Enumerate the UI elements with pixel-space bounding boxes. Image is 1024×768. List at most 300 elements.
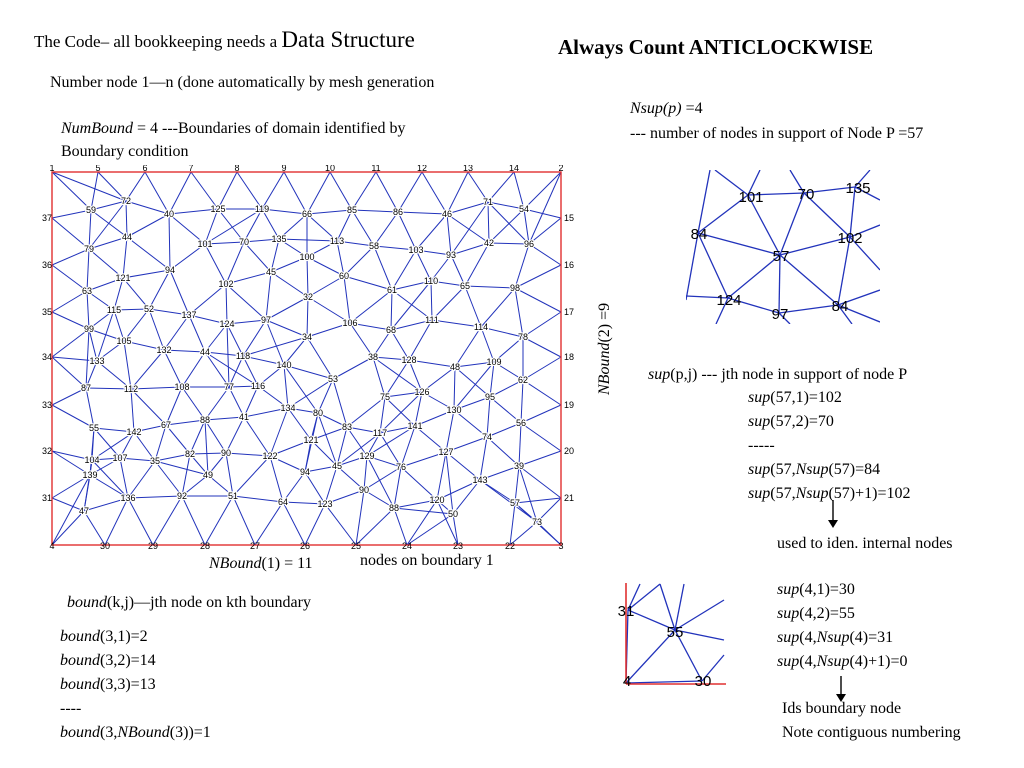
sup-line: [748, 412, 834, 432]
mesh-edge: [373, 357, 385, 397]
mesh-edge: [398, 172, 422, 212]
mesh-edge: [344, 276, 392, 290]
mesh-node-label: 137: [181, 310, 197, 320]
mesh-edge: [521, 405, 561, 423]
support2-label: 31: [617, 603, 635, 620]
mesh-node-label: 143: [472, 475, 488, 485]
mesh-node-label: 37: [41, 213, 53, 223]
mesh-edge: [97, 310, 114, 361]
sup-mid: (57,: [770, 461, 796, 478]
used-note: used to iden. internal nodes: [777, 535, 953, 552]
mesh-node-label: 93: [445, 250, 457, 260]
mesh-edge: [233, 496, 255, 545]
mesh-node-label: 5: [95, 165, 101, 173]
mesh-edge: [515, 498, 561, 503]
mesh-node-label: 98: [509, 283, 521, 293]
mesh-edge: [284, 365, 288, 408]
mesh-edge: [409, 320, 432, 360]
mesh-node-label: 40: [163, 209, 175, 219]
mesh-node-label: 2: [558, 165, 564, 173]
sup4-mid: (4,: [799, 629, 817, 646]
contiguous-note: Note contiguous numbering: [782, 724, 961, 741]
mesh-node-label: 45: [265, 267, 277, 277]
mesh-node-label: 117: [372, 428, 388, 438]
mesh-node-label: 49: [202, 470, 214, 480]
support1-label: 97: [771, 306, 789, 323]
mesh-edge: [226, 242, 244, 284]
mesh-node-label: 85: [346, 205, 358, 215]
mesh-edge: [447, 214, 489, 243]
mesh-node-label: 120: [429, 495, 445, 505]
mesh-edge: [446, 410, 454, 452]
mesh-node-label: 41: [238, 412, 250, 422]
mesh-node-label: 27: [249, 541, 261, 551]
mesh-node-label: 8: [234, 165, 240, 173]
mesh-node-label: 45: [331, 461, 343, 471]
mesh-edge: [394, 508, 407, 545]
mesh-node-label: 24: [401, 541, 413, 551]
mesh-edge: [376, 172, 398, 212]
mesh-node-label: 95: [484, 392, 496, 402]
mesh-node-label: 66: [301, 209, 313, 219]
bound-var: bound: [60, 676, 100, 693]
nsup-line2: --- number of nodes in support of Node P =57: [630, 125, 924, 142]
mesh-edge: [407, 500, 437, 545]
bound-rest: (3,3)=13: [100, 676, 156, 693]
mesh-node-label: 19: [564, 400, 575, 410]
mesh-node-label: 83: [341, 422, 353, 432]
mesh-node-label: 10: [324, 165, 336, 173]
mesh-node-label: 121: [115, 273, 131, 283]
ids-note: Ids boundary node: [782, 700, 902, 717]
mesh-edge: [182, 454, 190, 496]
mesh-edge: [454, 367, 455, 410]
support1-label: 84: [831, 298, 849, 315]
mesh-node-label: 36: [41, 260, 53, 270]
mesh-node-label: 77: [223, 382, 235, 392]
mesh-node-label: 76: [395, 462, 407, 472]
mesh-node-label: 7: [188, 165, 194, 173]
mesh-edge: [447, 214, 451, 255]
support-diagram-node-4: [610, 580, 726, 690]
mesh-node-label: 118: [235, 351, 251, 361]
bound-var: bound: [60, 652, 100, 669]
mesh-node-label: 135: [271, 234, 287, 244]
mesh-node-label: 94: [299, 467, 311, 477]
mesh-node-label: 59: [85, 205, 97, 215]
mesh-edge: [128, 496, 182, 498]
bound-text: ----: [60, 700, 82, 717]
mesh-node-label: 15: [564, 213, 575, 223]
mesh-node-label: 6: [142, 165, 148, 173]
mesh-edge: [515, 244, 529, 288]
mesh-node-label: 126: [414, 387, 430, 397]
numbering-note: Number node 1—n (done automatically by mesh generation: [50, 74, 435, 91]
mesh-node-label: 50: [447, 509, 459, 519]
nbound2-rest: (2) =9: [596, 302, 613, 343]
mesh-node-label: 32: [302, 292, 314, 302]
mesh-node-label: 12: [416, 165, 428, 173]
sup-text: -----: [748, 437, 775, 454]
nbound2-label: [595, 303, 615, 395]
sup4-rest: (4,1)=30: [799, 581, 855, 598]
sup-line: [748, 460, 880, 480]
mesh-node-label: 102: [218, 279, 234, 289]
sup-line: [748, 388, 842, 408]
mesh-edges: [52, 172, 561, 545]
mesh-edge: [227, 324, 229, 387]
mesh-edge: [480, 437, 487, 480]
sup-rest: (57)+1)=102: [828, 485, 911, 502]
mesh-node-label: 9: [281, 165, 287, 173]
mesh-edge: [515, 288, 523, 337]
mesh-node-label: 88: [388, 503, 400, 513]
numbound-line2: Boundary condition: [61, 143, 189, 160]
sup-var: sup: [748, 389, 771, 406]
mesh-node-label: 58: [368, 241, 380, 251]
mesh-edge: [52, 172, 126, 201]
mesh-node-label: 51: [227, 491, 239, 501]
mesh-edge: [451, 202, 488, 255]
down-arrow-icon: [826, 500, 840, 530]
mesh-node-label: 34: [301, 332, 313, 342]
mesh-node-label: 75: [379, 392, 391, 402]
mesh-edge: [455, 327, 481, 367]
bound-var: bound: [60, 724, 100, 741]
support1-label: 101: [738, 189, 764, 206]
mesh-edge: [279, 239, 337, 241]
sup4-var: sup: [777, 629, 800, 646]
mesh-node-label: 101: [197, 239, 213, 249]
mesh-edge: [128, 498, 153, 545]
support1-label: 70: [797, 186, 815, 203]
sup-description: [648, 365, 907, 385]
sup4-mid: (4,: [799, 653, 817, 670]
mesh-node-label: 78: [517, 332, 529, 342]
bound-var2: NBound: [117, 724, 170, 741]
mesh-node-label: 21: [564, 493, 575, 503]
mesh-node-label: 142: [126, 427, 142, 437]
bound-line: [60, 723, 211, 743]
sup-desc-rest: (p,j) --- jth node in support of node P: [670, 366, 908, 383]
mesh-edge: [127, 237, 170, 270]
mesh-edge: [105, 498, 128, 545]
mesh-diagram: [40, 165, 580, 555]
bound-desc-var: bound: [67, 594, 107, 611]
mesh-edge: [266, 272, 271, 320]
mesh-edge: [487, 397, 490, 437]
bound-line: [60, 675, 156, 695]
sup4-rest: (4)=31: [849, 629, 894, 646]
mesh-node-label: 105: [116, 336, 132, 346]
mesh-edge: [153, 496, 182, 545]
mesh-edge: [255, 502, 283, 545]
mesh-node-label: 54: [518, 204, 530, 214]
mesh-edge: [233, 496, 283, 502]
mesh-node-label: 35: [41, 307, 53, 317]
mesh-edge: [401, 426, 415, 467]
mesh-node-label: 52: [143, 304, 155, 314]
mesh-node-label: 44: [199, 347, 211, 357]
mesh-node-label: 134: [280, 403, 296, 413]
sup4-var: sup: [777, 581, 800, 598]
mesh-node-label: 38: [367, 352, 379, 362]
mesh-edge: [447, 172, 468, 214]
sup-var2: Nsup: [795, 485, 829, 502]
mesh-node-label: 139: [82, 470, 98, 480]
mesh-node-label: 115: [106, 305, 122, 315]
mesh-edge: [243, 337, 307, 356]
mesh-edge: [398, 212, 447, 214]
mesh-edge: [86, 388, 94, 428]
mesh-edge: [333, 379, 347, 427]
mesh-node-label: 39: [513, 461, 525, 471]
mesh-node-label: 14: [508, 165, 520, 173]
mesh-node-label: 129: [359, 451, 375, 461]
mesh-node-label: 88: [199, 415, 211, 425]
mesh-node-label: 80: [312, 408, 324, 418]
mesh-edge: [270, 408, 288, 456]
mesh-node-label: 61: [386, 285, 398, 295]
sup-var2: Nsup: [795, 461, 829, 478]
mesh-edge: [305, 504, 325, 545]
mesh-node-label: 71: [482, 197, 494, 207]
mesh-edge: [437, 452, 446, 500]
mesh-edge: [155, 461, 208, 475]
support2-label: 55: [666, 624, 684, 641]
mesh-node-label: 112: [123, 384, 139, 394]
mesh-node-label: 123: [317, 499, 333, 509]
mesh-edge: [519, 451, 561, 466]
mesh-edge: [182, 496, 205, 545]
mesh-node-label: 57: [509, 498, 521, 508]
mesh-edge: [307, 172, 330, 214]
bound-rest: (3))=1: [169, 724, 211, 741]
slide-title: [34, 27, 415, 53]
mesh-node-label: 23: [452, 541, 464, 551]
mesh-edge: [84, 511, 105, 545]
mesh-node-label: 97: [260, 315, 272, 325]
numbound-line: [61, 119, 406, 139]
mesh-node-label: 90: [358, 485, 370, 495]
mesh-node-label: 34: [41, 352, 53, 362]
bound-description: [67, 593, 311, 613]
mesh-node-label: 13: [462, 165, 474, 173]
mesh-edge: [446, 452, 453, 514]
mesh-node-label: 16: [564, 260, 575, 270]
mesh-edge: [307, 210, 352, 214]
mesh-node-label: 65: [459, 281, 471, 291]
mesh-node-label: 29: [147, 541, 159, 551]
sup-line: [748, 436, 775, 456]
mesh-node-label: 100: [299, 252, 315, 262]
sup4-var2: Nsup: [816, 653, 850, 670]
mesh-edge: [226, 284, 227, 324]
mesh-edge: [356, 490, 364, 545]
mesh-node-label: 33: [41, 400, 53, 410]
mesh-node-label: 136: [120, 493, 136, 503]
mesh-node-label: 79: [83, 244, 95, 254]
mesh-edge: [352, 210, 398, 212]
mesh-edge: [52, 405, 94, 428]
mesh-edge: [488, 202, 489, 243]
mesh-node-label: 103: [408, 245, 424, 255]
bound-rest: (3,1)=2: [100, 628, 148, 645]
mesh-node-label: 72: [120, 196, 132, 206]
mesh-node-label: 42: [483, 238, 495, 248]
mesh-node-label: 121: [303, 435, 319, 445]
mesh-edge: [205, 496, 233, 545]
mesh-node-label: 90: [220, 448, 232, 458]
bound-mid: (3,: [100, 724, 118, 741]
mesh-node-label: 133: [89, 356, 105, 366]
mesh-edge: [270, 456, 283, 502]
mesh-node-label: 116: [250, 381, 266, 391]
mesh-node-label: 20: [564, 446, 575, 456]
mesh-node-label: 28: [199, 541, 211, 551]
mesh-edge: [529, 172, 561, 244]
bound-rest: (3,2)=14: [100, 652, 156, 669]
mesh-edge: [391, 290, 392, 330]
support1-label: 84: [690, 226, 708, 243]
mesh-edge: [523, 312, 561, 337]
mesh-node-label: 114: [473, 322, 489, 332]
mesh-node-label: 68: [385, 325, 397, 335]
support1-label: 57: [772, 248, 790, 265]
mesh-edge: [307, 257, 308, 297]
mesh-node-label: 87: [80, 383, 92, 393]
support2-label: 4: [622, 673, 632, 690]
mesh-node-label: 122: [262, 451, 278, 461]
mesh-edge: [283, 502, 305, 545]
mesh-edge: [447, 202, 488, 214]
mesh-node-label: 44: [121, 232, 133, 242]
mesh-edge: [524, 172, 561, 209]
mesh-node-label: 128: [401, 355, 417, 365]
mesh-edge: [169, 172, 191, 214]
mesh-edge: [127, 214, 169, 237]
mesh-edge: [519, 466, 561, 498]
title-emphasis: Data Structure: [281, 27, 415, 52]
bound-var: bound: [60, 628, 100, 645]
sup4-line: [777, 652, 908, 672]
mesh-edge: [510, 503, 515, 545]
mesh-node-label: 31: [41, 493, 53, 503]
mesh-node-label: 63: [81, 286, 93, 296]
mesh-edge: [131, 389, 134, 432]
anticlockwise-heading: Always Count ANTICLOCKWISE: [558, 35, 874, 59]
sup4-rest: (4)+1)=0: [849, 653, 908, 670]
mesh-node-label: 132: [156, 345, 172, 355]
numbound-var: NumBound: [61, 120, 133, 137]
mesh-edge: [149, 309, 164, 350]
mesh-edge: [124, 341, 131, 389]
mesh-node-label: 47: [78, 506, 90, 516]
mesh-node-label: 30: [99, 541, 111, 551]
mesh-edge: [233, 456, 270, 496]
mesh-edge: [519, 423, 521, 466]
mesh-node-label: 56: [515, 418, 527, 428]
sup-mid: (57,: [770, 485, 796, 502]
mesh-node-label: 110: [423, 276, 439, 286]
mesh-edge: [407, 514, 453, 545]
mesh-node-label: 127: [438, 447, 454, 457]
mesh-edge: [524, 209, 561, 218]
mesh-node-label: 99: [83, 324, 95, 334]
nbound1-rest: (1) = 11: [261, 555, 313, 572]
support1-label: 135: [845, 180, 871, 197]
mesh-node-label: 64: [277, 497, 289, 507]
mesh-node-label: 119: [254, 204, 270, 214]
mesh-edge: [374, 246, 392, 290]
mesh-node-label: 18: [564, 352, 575, 362]
mesh-node-label: 53: [327, 374, 339, 384]
mesh-node-label: 26: [299, 541, 311, 551]
sup4-rest: (4,2)=55: [799, 605, 855, 622]
mesh-node-label: 55: [88, 423, 100, 433]
mesh-edge: [515, 265, 561, 288]
mesh-node-label: 124: [219, 319, 235, 329]
mesh-node-label: 1: [49, 165, 55, 173]
mesh-node-label: 48: [449, 362, 461, 372]
nsup-rest: =4: [681, 100, 703, 117]
mesh-node-label: 108: [174, 382, 190, 392]
mesh-edge: [523, 357, 561, 380]
mesh-edge: [170, 270, 189, 315]
numbound-rest: = 4 ---Boundaries of domain identified by: [133, 120, 406, 137]
mesh-edge: [422, 172, 447, 214]
mesh-node-label: 60: [338, 271, 350, 281]
mesh-node-label: 125: [210, 204, 226, 214]
mesh-edge: [205, 244, 226, 284]
sup-var: sup: [748, 461, 771, 478]
mesh-edge: [205, 209, 262, 244]
mesh-node-label: 35: [149, 456, 161, 466]
mesh-node-label: 141: [407, 421, 423, 431]
mesh-node-label: 46: [441, 209, 453, 219]
mesh-edge: [84, 460, 92, 511]
mesh-node-label: 22: [504, 541, 516, 551]
title-prefix: The Code– all bookkeeping needs a: [34, 32, 282, 51]
mesh-edge: [344, 276, 350, 323]
mesh-edge: [515, 288, 561, 312]
mesh-node-label: 17: [564, 307, 575, 317]
sup4-var2: Nsup: [816, 629, 850, 646]
mesh-node-label: 94: [164, 265, 176, 275]
mesh-edge: [169, 214, 170, 270]
mesh-node-label: 111: [425, 315, 439, 325]
mesh-node-label: 130: [446, 405, 462, 415]
mesh-node-label: 92: [176, 491, 188, 501]
mesh-node-label: 113: [329, 236, 345, 246]
nsup-var: Nsup(p): [630, 100, 682, 117]
nbound1-label: [209, 554, 313, 574]
mesh-node-label: 67: [160, 420, 172, 430]
sup4-var: sup: [777, 653, 800, 670]
nsup-line: [630, 99, 703, 119]
bound-line: [60, 627, 148, 647]
sup4-line: [777, 604, 855, 624]
mesh-edge: [523, 380, 561, 405]
mesh-edge: [356, 508, 394, 545]
mesh-edge: [465, 286, 515, 288]
bound-desc-rest: (k,j)—jth node on kth boundary: [107, 594, 311, 611]
mesh-node-label: 107: [112, 453, 128, 463]
sup4-line: [777, 628, 893, 648]
mesh-node-label: 109: [486, 357, 502, 367]
sup-rest: (57,1)=102: [770, 389, 842, 406]
support1-label: 124: [716, 292, 742, 309]
